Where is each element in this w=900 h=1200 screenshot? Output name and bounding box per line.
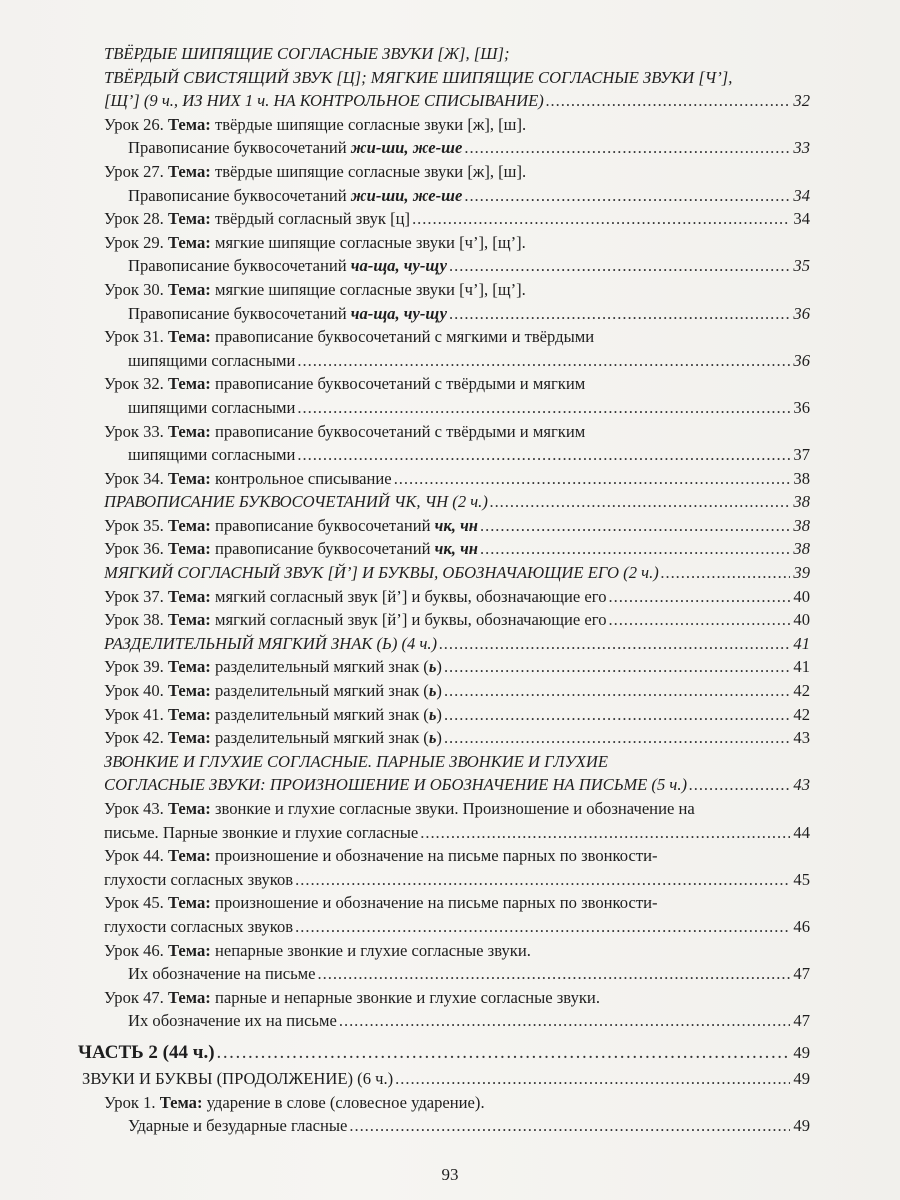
toc-lesson-entry (104, 679, 810, 703)
toc-page-number: 39 (793, 563, 810, 583)
lesson-topic: звонкие и глухие согласные звуки. Произношение и обозначение на (210, 799, 695, 818)
toc-section-heading (104, 632, 810, 656)
toc-lesson-entry (104, 726, 810, 750)
lesson-topic: шипящими согласными (128, 397, 296, 417)
lesson-topic: твёрдые шипящие согласные звуки [ж], [ш]. (210, 161, 527, 181)
lesson-topic: Правописание буквосочетаний (128, 256, 351, 276)
toc-page-number: 34 (793, 209, 810, 229)
toc-heading-line: [Щ’] (9 ч., ИЗ НИХ 1 ч. НА КОНТРОЛЬНОЕ СПИСЫВАНИЕ) (104, 91, 544, 111)
lesson-number: Урок 45. (104, 893, 168, 913)
lesson-topic: шипящими согласными (128, 350, 296, 370)
lesson-number: Урок 44. (104, 846, 168, 866)
toc-lesson-entry (104, 797, 810, 844)
leader-dots (297, 443, 790, 467)
toc-lesson-entry (104, 537, 810, 561)
toc-lesson-entry (104, 655, 810, 679)
toc-lesson-entry (104, 844, 810, 891)
lesson-topic: произношение и обозначение на письме парных по звонкости- (210, 846, 658, 866)
toc-page-number: 45 (793, 869, 810, 889)
leader-dots (439, 632, 790, 656)
toc-page-number: 38 (793, 515, 810, 535)
lesson-number: Урок 33. (104, 421, 168, 441)
toc-page-number: 34 (793, 185, 810, 205)
toc-lesson-entry (104, 420, 810, 467)
lesson-number: Урок 46. (104, 940, 168, 960)
letter-combination: жи-ши, же-ше (350, 185, 463, 205)
toc-page-number: 43 (793, 775, 810, 795)
toc-heading-line: СОГЛАСНЫЕ ЗВУКИ: ПРОИЗНОШЕНИЕ И ОБОЗНАЧЕНИЕ НА ПИСЬМЕ (5 ч.) (104, 775, 687, 795)
leader-dots (444, 726, 790, 750)
lesson-topic: Правописание буквосочетаний (128, 138, 351, 158)
toc-lesson-entry (104, 325, 810, 372)
topic-label: Тема: (167, 161, 211, 181)
topic-label: Тема: (167, 987, 211, 1007)
lesson-number: Урок 39. (104, 657, 168, 677)
leader-dots (395, 1067, 790, 1091)
topic-label: Тема: (167, 940, 211, 960)
letter-combination: ь (428, 704, 437, 724)
leader-dots (412, 207, 790, 231)
toc-lesson-entry (104, 184, 810, 208)
lesson-topic: разделительный мягкий знак ( (210, 728, 429, 748)
topic-label: Тема: (167, 421, 211, 441)
leader-dots (609, 585, 791, 609)
topic-label: Тема: (167, 681, 211, 701)
lesson-number: Урок 37. (104, 586, 168, 606)
lesson-topic: правописание буквосочетаний с мягкими и твёрдыми (210, 327, 595, 347)
toc-page-number: 33 (793, 138, 810, 158)
toc-section-heading (104, 750, 810, 797)
toc-lesson-entry (104, 986, 810, 1033)
leader-dots (464, 184, 790, 208)
lesson-topic: ) (436, 657, 442, 677)
topic-label: Тема: (167, 468, 211, 488)
lesson-topic: правописание буквосочетаний (210, 539, 435, 559)
topic-label: Тема: (167, 893, 211, 913)
leader-dots (297, 396, 790, 420)
toc-page-number: 38 (793, 492, 810, 512)
lesson-number: Урок 36. (104, 539, 168, 559)
toc-page-number: 36 (793, 397, 810, 417)
leader-dots (297, 349, 790, 373)
lesson-topic: глухости согласных звуков (104, 869, 294, 889)
topic-label: Тема: (167, 327, 211, 347)
toc-lesson-entry (104, 160, 810, 184)
toc-heading-line: ТВЁРДЫЙ СВИСТЯЩИЙ ЗВУК [Ц]; МЯГКИЕ ШИПЯЩИЕ СОГЛАСНЫЕ ЗВУКИ [Ч’], (104, 67, 733, 87)
toc-lesson-entry (104, 939, 810, 986)
toc-page-number: 40 (793, 586, 810, 606)
lesson-topic: мягкие шипящие согласные звуки [ч’], [щ’]. (210, 232, 526, 252)
toc-lesson-entry (104, 207, 810, 231)
toc-section-heading (104, 42, 810, 113)
toc-page-number: 35 (793, 256, 810, 276)
letter-combination: чк, чн (434, 515, 478, 535)
toc-lesson-entry (104, 608, 810, 632)
lesson-topic: непарные звонкие и глухие согласные звуки. (210, 940, 531, 960)
lesson-topic: ) (436, 704, 442, 724)
leader-dots (546, 89, 790, 113)
lesson-topic: ) (436, 681, 442, 701)
toc-section-heading (104, 490, 810, 514)
lesson-topic: парные и непарные звонкие и глухие согласные звуки. (210, 987, 600, 1007)
lesson-topic: письме. Парные звонкие и глухие согласные (104, 822, 419, 842)
toc-lesson-entry (104, 372, 810, 419)
lesson-number: Урок 29. (104, 232, 168, 252)
leader-dots (480, 537, 790, 561)
topic-label: Тема: (167, 586, 211, 606)
toc-page-number: 49 (793, 1042, 810, 1062)
lesson-topic: твёрдые шипящие согласные звуки [ж], [ш]. (210, 114, 527, 134)
letter-combination: жи-ши, же-ше (350, 138, 463, 158)
toc-page-number: 32 (793, 91, 810, 111)
lesson-number: Урок 26. (104, 114, 168, 134)
toc-section-heading (82, 1067, 810, 1091)
leader-dots (449, 302, 790, 326)
toc-lesson-entry (104, 467, 810, 491)
toc-page-number: 49 (793, 1068, 810, 1088)
toc-lesson-entry (104, 278, 810, 302)
toc-lesson-entry (104, 136, 810, 160)
toc-heading-line: ТВЁРДЫЕ ШИПЯЩИЕ СОГЛАСНЫЕ ЗВУКИ [Ж], [Ш]; (104, 44, 510, 63)
toc-page-number: 47 (793, 964, 810, 984)
toc-page-number: 42 (793, 704, 810, 724)
lesson-topic: мягкие шипящие согласные звуки [ч’], [щ’]. (210, 279, 526, 299)
lesson-topic: произношение и обозначение на письме парных по звонкости- (210, 893, 658, 913)
toc-lesson-entry (104, 1091, 810, 1138)
topic-label: Тема: (167, 610, 211, 630)
toc-page-number: 43 (793, 728, 810, 748)
lesson-number: Урок 1. (104, 1092, 160, 1112)
topic-label: Тема: (167, 232, 211, 252)
leader-dots (449, 254, 790, 278)
toc-page-number: 44 (793, 822, 810, 842)
leader-dots (217, 1039, 790, 1067)
toc-page-number: 41 (793, 657, 810, 677)
lesson-topic: разделительный мягкий знак ( (210, 704, 429, 724)
toc-page-number: 40 (793, 610, 810, 630)
lesson-topic: контрольное списывание (210, 468, 392, 488)
table-of-contents (78, 42, 810, 1138)
lesson-topic: мягкий согласный звук [й’] и буквы, обозначающие его (210, 586, 607, 606)
leader-dots (444, 655, 790, 679)
toc-lesson-entry (104, 113, 810, 137)
topic-label: Тема: (167, 209, 211, 229)
letter-combination: ь (428, 728, 437, 748)
toc-lesson-entry (104, 231, 810, 255)
lesson-topic: Их обозначение их на письме (128, 1011, 337, 1031)
toc-part-heading (78, 1039, 810, 1067)
leader-dots (318, 962, 790, 986)
lesson-number: Урок 27. (104, 161, 168, 181)
leader-dots (295, 868, 790, 892)
lesson-number: Урок 47. (104, 987, 168, 1007)
toc-page-number: 49 (793, 1116, 810, 1136)
lesson-topic: глухости согласных звуков (104, 916, 294, 936)
leader-dots (464, 136, 790, 160)
lesson-topic: правописание буквосочетаний (210, 515, 435, 535)
lesson-number: Урок 38. (104, 610, 168, 630)
leader-dots (480, 514, 790, 538)
toc-heading-line: МЯГКИЙ СОГЛАСНЫЙ ЗВУК [Й’] И БУКВЫ, ОБОЗНАЧАЮЩИЕ ЕГО (2 ч.) (104, 563, 659, 583)
toc-page-number: 47 (793, 1011, 810, 1031)
page-number: 93 (441, 1165, 459, 1184)
toc-page-number: 38 (793, 539, 810, 559)
topic-label: Тема: (159, 1092, 203, 1112)
toc-lesson-entry (104, 585, 810, 609)
lesson-topic: мягкий согласный звук [й’] и буквы, обозначающие его (210, 610, 607, 630)
toc-page-number: 36 (793, 303, 810, 323)
topic-label: Тема: (167, 515, 211, 535)
lesson-number: Урок 43. (104, 799, 168, 818)
topic-label: Тема: (167, 374, 211, 394)
letter-combination: ча-ща, чу-щу (350, 303, 448, 323)
leader-dots (444, 703, 790, 727)
letter-combination: чк, чн (434, 539, 478, 559)
toc-page-number: 38 (793, 468, 810, 488)
toc-heading-line: ЗВУКИ И БУКВЫ (ПРОДОЛЖЕНИЕ) (6 ч.) (82, 1068, 394, 1088)
lesson-number: Урок 35. (104, 515, 168, 535)
lesson-topic: ) (436, 728, 442, 748)
toc-heading-line: ПРАВОПИСАНИЕ БУКВОСОЧЕТАНИЙ ЧК, ЧН (2 ч.) (104, 492, 488, 512)
topic-label: Тема: (167, 799, 211, 818)
lesson-number: Урок 31. (104, 327, 168, 347)
lesson-topic: разделительный мягкий знак ( (210, 657, 429, 677)
topic-label: Тема: (167, 539, 211, 559)
toc-lesson-entry (104, 514, 810, 538)
toc-section-heading (104, 561, 810, 585)
lesson-number: Урок 28. (104, 209, 168, 229)
toc-page-number: 41 (793, 633, 810, 653)
toc-lesson-entry (104, 703, 810, 727)
topic-label: Тема: (167, 114, 211, 134)
toc-lesson-entry (104, 302, 810, 326)
toc-lesson-entry (104, 891, 810, 938)
toc-page-number: 42 (793, 681, 810, 701)
topic-label: Тема: (167, 728, 211, 748)
lesson-number: Урок 42. (104, 728, 168, 748)
letter-combination: ь (428, 681, 437, 701)
leader-dots (420, 821, 790, 845)
lesson-topic: твёрдый согласный звук [ц] (210, 209, 411, 229)
leader-dots (490, 490, 790, 514)
toc-heading-line: РАЗДЕЛИТЕЛЬНЫЙ МЯГКИЙ ЗНАК (Ь) (4 ч.) (104, 633, 438, 653)
topic-label: Тема: (167, 279, 211, 299)
lesson-topic: правописание буквосочетаний с твёрдыми и мягким (210, 421, 586, 441)
toc-lesson-entry (104, 254, 810, 278)
lesson-topic: Ударные и безударные гласные (128, 1116, 348, 1136)
leader-dots (339, 1009, 790, 1033)
lesson-topic: ударение в слове (словесное ударение). (202, 1092, 485, 1112)
topic-label: Тема: (167, 704, 211, 724)
lesson-number: Урок 32. (104, 374, 168, 394)
topic-label: Тема: (167, 846, 211, 866)
leader-dots (444, 679, 790, 703)
leader-dots (609, 608, 791, 632)
letter-combination: ча-ща, чу-щу (350, 256, 448, 276)
leader-dots (349, 1114, 790, 1138)
letter-combination: ь (428, 657, 437, 677)
leader-dots (661, 561, 790, 585)
leader-dots (689, 773, 790, 797)
lesson-topic: правописание буквосочетаний с твёрдыми и мягким (210, 374, 586, 394)
lesson-topic: Правописание буквосочетаний (128, 185, 351, 205)
lesson-topic: разделительный мягкий знак ( (210, 681, 429, 701)
lesson-topic: Правописание буквосочетаний (128, 303, 351, 323)
lesson-number: Урок 30. (104, 279, 168, 299)
lesson-number: Урок 34. (104, 468, 168, 488)
lesson-number: Урок 41. (104, 704, 168, 724)
leader-dots (295, 915, 790, 939)
topic-label: Тема: (167, 657, 211, 677)
toc-heading-line: ЗВОНКИЕ И ГЛУХИЕ СОГЛАСНЫЕ. ПАРНЫЕ ЗВОНКИЕ И ГЛУХИЕ (104, 751, 609, 771)
toc-page-number: 37 (793, 445, 810, 465)
lesson-topic: шипящими согласными (128, 445, 296, 465)
toc-page-number: 36 (793, 350, 810, 370)
lesson-number: Урок 40. (104, 681, 168, 701)
lesson-topic: Их обозначение на письме (128, 964, 316, 984)
leader-dots (394, 467, 790, 491)
part-title: ЧАСТЬ 2 (44 ч.) (78, 1041, 215, 1063)
toc-page-number: 46 (793, 916, 810, 936)
